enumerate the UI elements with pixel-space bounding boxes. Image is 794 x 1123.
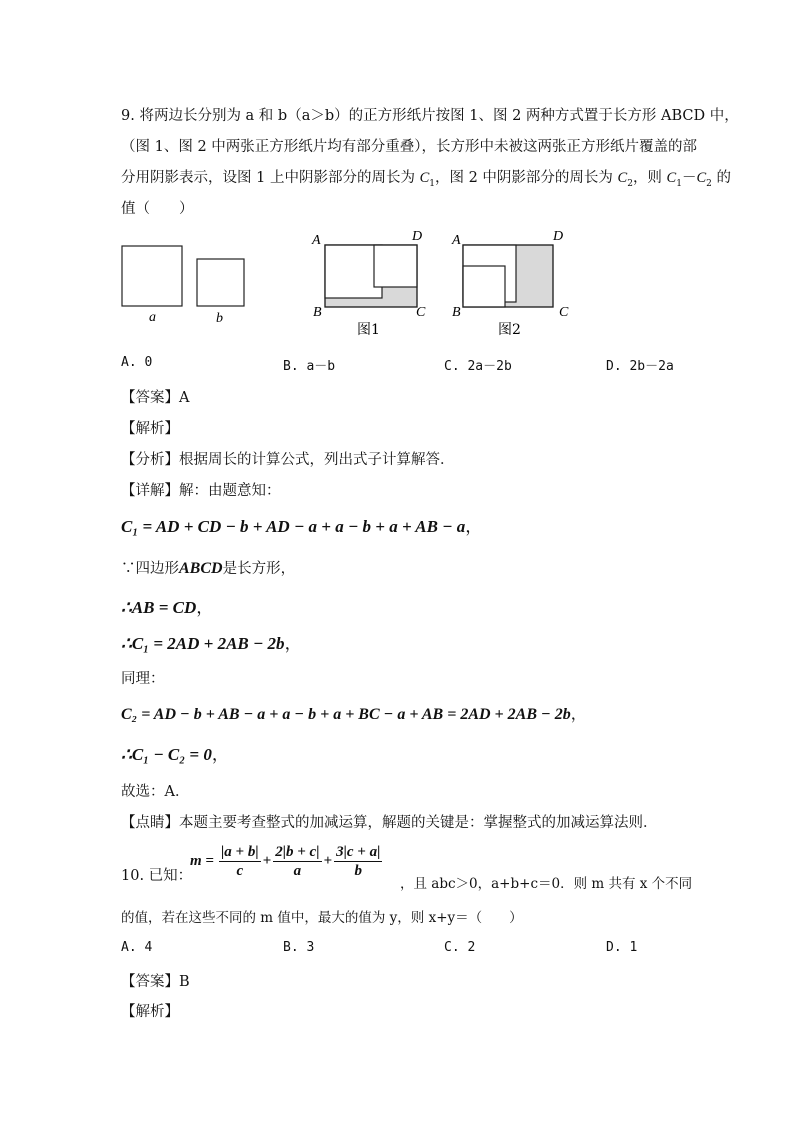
svg-text:C: C — [559, 305, 569, 320]
q9-option-a[interactable]: A. 0 — [121, 355, 153, 370]
q9-option-c[interactable]: C. 2a－2b — [444, 359, 512, 374]
q10-formula: m = $\frac{|a + b|}{c}$ + $\frac{2|b + c|}{a}$ + $\frac{3|c + a|}{b}$ — [190, 844, 381, 879]
svg-text:D: D — [553, 229, 564, 244]
q10-option-a[interactable]: A. 4 — [121, 940, 153, 955]
q9-stem-line4: 值（ ） — [121, 201, 194, 217]
q9-eq2: ∴AB = CD， — [121, 598, 214, 617]
q10-condition: ，且 abc＞0，a+b+c＝0．则 m 共有 x 个不同 — [400, 876, 693, 892]
q9-stem-line2: （图 1、图 2 中两张正方形纸片均有部分重叠），长方形中未被这两张正方形纸片覆盖的部 — [121, 139, 698, 155]
q10-fraction-1: $\frac{|a + b|}{c}$ — [220, 844, 259, 879]
q10-fraction-2: $\frac{2|b + c|}{a}$ — [275, 844, 320, 879]
q10-fraction-3: $\frac{3|c + a|}{b}$ — [336, 844, 381, 879]
q9-analysis-title: 【解析】 — [121, 421, 179, 437]
svg-text:A: A — [452, 233, 461, 248]
square-b — [197, 259, 244, 306]
q9-choose: 故选：A． — [121, 784, 190, 800]
label-a: a — [149, 310, 156, 325]
q9-eq3: ∴C₁ = 2AD + 2AB − 2b， — [121, 634, 302, 653]
q10-answer: 【答案】B — [121, 974, 190, 990]
q9-xiangjie: 【详解】解：由题意知： — [121, 483, 281, 499]
q9-answer: 【答案】A — [121, 390, 190, 406]
q9-dianjing: 【点睛】本题主要考查整式的加减运算，解题的关键是：掌握整式的加减运算法则． — [121, 815, 658, 831]
q9-figure — [110, 225, 580, 340]
fig1-caption: 图1 — [357, 322, 380, 338]
q9-eq5: ∴C₁ − C₂ = 0， — [121, 745, 229, 764]
q9-eq4: C₂ = AD − b + AB − a + a − b + a + BC − a + AB = 2AD + 2AB − 2b， — [121, 706, 587, 723]
svg-text:C: C — [416, 305, 426, 320]
square-a — [122, 246, 182, 306]
q10-option-d[interactable]: D. 1 — [606, 940, 638, 955]
svg-text:D: D — [412, 229, 423, 244]
q9-option-d[interactable]: D. 2b－2a — [606, 359, 674, 374]
q9-eq1: C₁ = AD + CD − b + AD − a + a − b + a + AB − a， — [121, 517, 483, 536]
q9-tongli: 同理： — [121, 671, 165, 687]
svg-text:B: B — [452, 305, 461, 320]
q10-analysis-title: 【解析】 — [121, 1004, 179, 1020]
q9-stem-line1: 9. 将两边长分别为 a 和 b（a＞b）的正方形纸片按图 1、图 2 两种方式置于长方形 ABCD 中， — [121, 108, 739, 124]
q9-option-b[interactable]: B. a－b — [283, 359, 336, 374]
q9-stem-line3: 分用阴影表示，设图 1 上中阴影部分的周长为 $C_1$，图 2 中阴影部分的周长为 $C_2$，则 $C_1-C_2$ 的 — [121, 170, 731, 189]
svg-text:A: A — [312, 233, 321, 248]
q10-prefix: 10. 已知： — [121, 868, 193, 884]
q10-line2: 的值，若在这些不同的 m 值中，最大的值为 y，则 x+y＝（ ） — [121, 910, 523, 926]
q9-fenxi: 【分析】根据周长的计算公式，列出式子计算解答． — [121, 452, 455, 468]
label-b: b — [216, 311, 223, 326]
fig2-caption: 图2 — [498, 322, 521, 338]
q9-since: ∵四边形ABCD是长方形， — [121, 560, 296, 577]
q10-option-b[interactable]: B. 3 — [283, 940, 315, 955]
svg-text:B: B — [313, 305, 322, 320]
q10-option-c[interactable]: C. 2 — [444, 940, 476, 955]
